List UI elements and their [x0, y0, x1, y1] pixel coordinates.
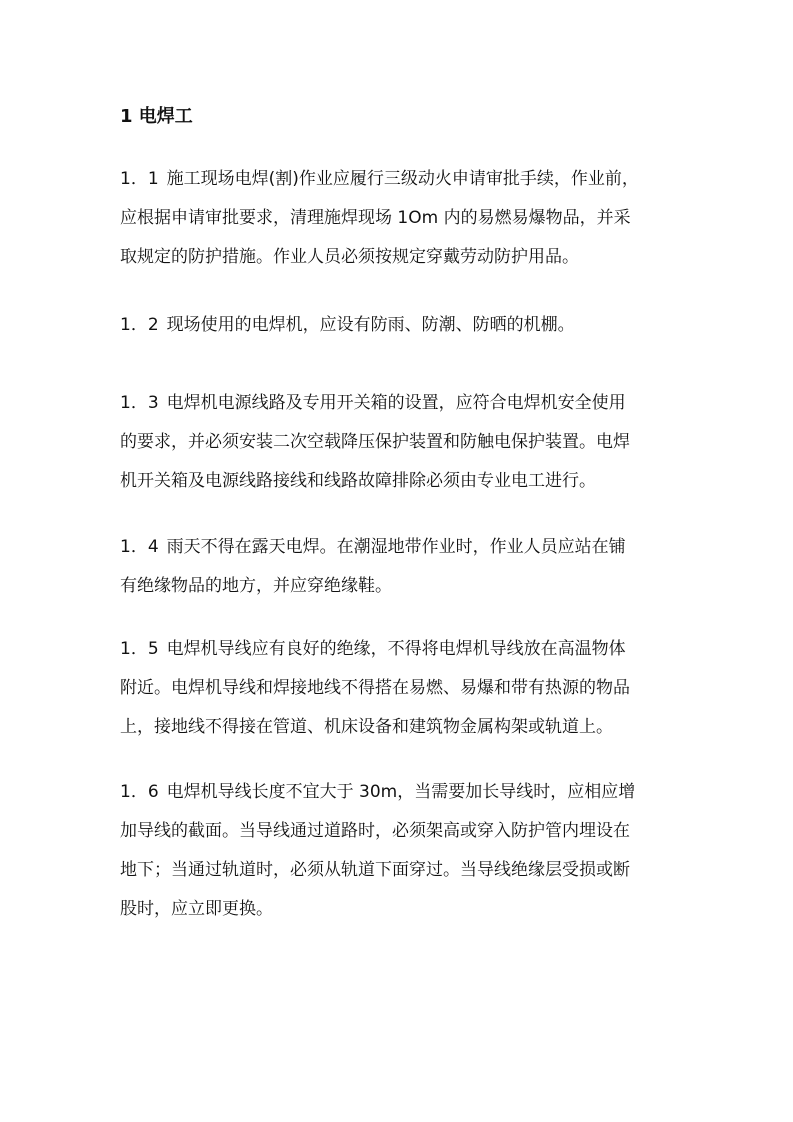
- clause-1-1: [120, 160, 680, 277]
- clause-1-2: [120, 306, 680, 345]
- clause-line: 应根据申请审批要求，清理施焊现场 1Om 内的易燃易爆物品，并采: [120, 208, 631, 228]
- clause-line: [120, 160, 680, 199]
- clause-1-3: [120, 384, 680, 501]
- clause-line: 加导线的截面。当导线通过道路时，必须架高或穿入防护管内埋设在: [120, 821, 630, 841]
- clause-1-4: [120, 528, 680, 606]
- clause-number: 1．5: [120, 639, 159, 659]
- clause-line: [120, 528, 680, 567]
- section-heading: 1 电焊工: [120, 106, 193, 127]
- clause-text: 现场使用的电焊机，应设有防雨、防潮、防晒的机棚。: [166, 315, 575, 335]
- clause-number: 1．6: [120, 782, 159, 802]
- clause-line: 地下；当通过轨道时，必须从轨道下面穿过。当导线绝缘层受损或断: [120, 860, 630, 880]
- clause-text: 电焊机导线长度不宜大于 30m，当需要加长导线时，应相应增: [166, 782, 636, 802]
- clause-1-6: [120, 773, 680, 929]
- clause-line: [120, 773, 680, 812]
- clause-line: 有绝缘物品的地方，并应穿绝缘鞋。: [120, 576, 392, 596]
- clause-text: 雨天不得在露天电焊。在潮湿地带作业时，作业人员应站在铺: [166, 537, 626, 557]
- clause-line: [120, 384, 680, 423]
- clause-line: 附近。电焊机导线和焊接地线不得搭在易燃、易爆和带有热源的物品: [120, 678, 630, 698]
- clause-line: 的要求，并必须安装二次空载降压保护装置和防触电保护装置。电焊: [120, 432, 630, 452]
- clause-1-5: [120, 630, 680, 747]
- clause-text: 电焊机导线应有良好的绝缘，不得将电焊机导线放在高温物体: [166, 639, 626, 659]
- clause-line: 机开关箱及电源线路接线和线路故障排除必须由专业电工进行。: [120, 471, 596, 491]
- clause-number: 1．4: [120, 537, 159, 557]
- clause-line: 取规定的防护措施。作业人员必须按规定穿戴劳动防护用品。: [120, 247, 579, 267]
- clause-number: 1．1: [120, 169, 159, 189]
- clause-line: 上，接地线不得接在管道、机床设备和建筑物金属构架或轨道上。: [120, 717, 613, 737]
- clause-text: 施工现场电焊(割)作业应履行三级动火申请审批手续，作业前，: [166, 169, 639, 189]
- clause-line: [120, 306, 680, 345]
- clause-number: 1．3: [120, 393, 159, 413]
- clause-line: 股时，应立即更换。: [120, 899, 273, 919]
- clause-text: 电焊机电源线路及专用开关箱的设置，应符合电焊机安全使用: [166, 393, 626, 413]
- clause-line: [120, 630, 680, 669]
- clause-number: 1．2: [120, 315, 159, 335]
